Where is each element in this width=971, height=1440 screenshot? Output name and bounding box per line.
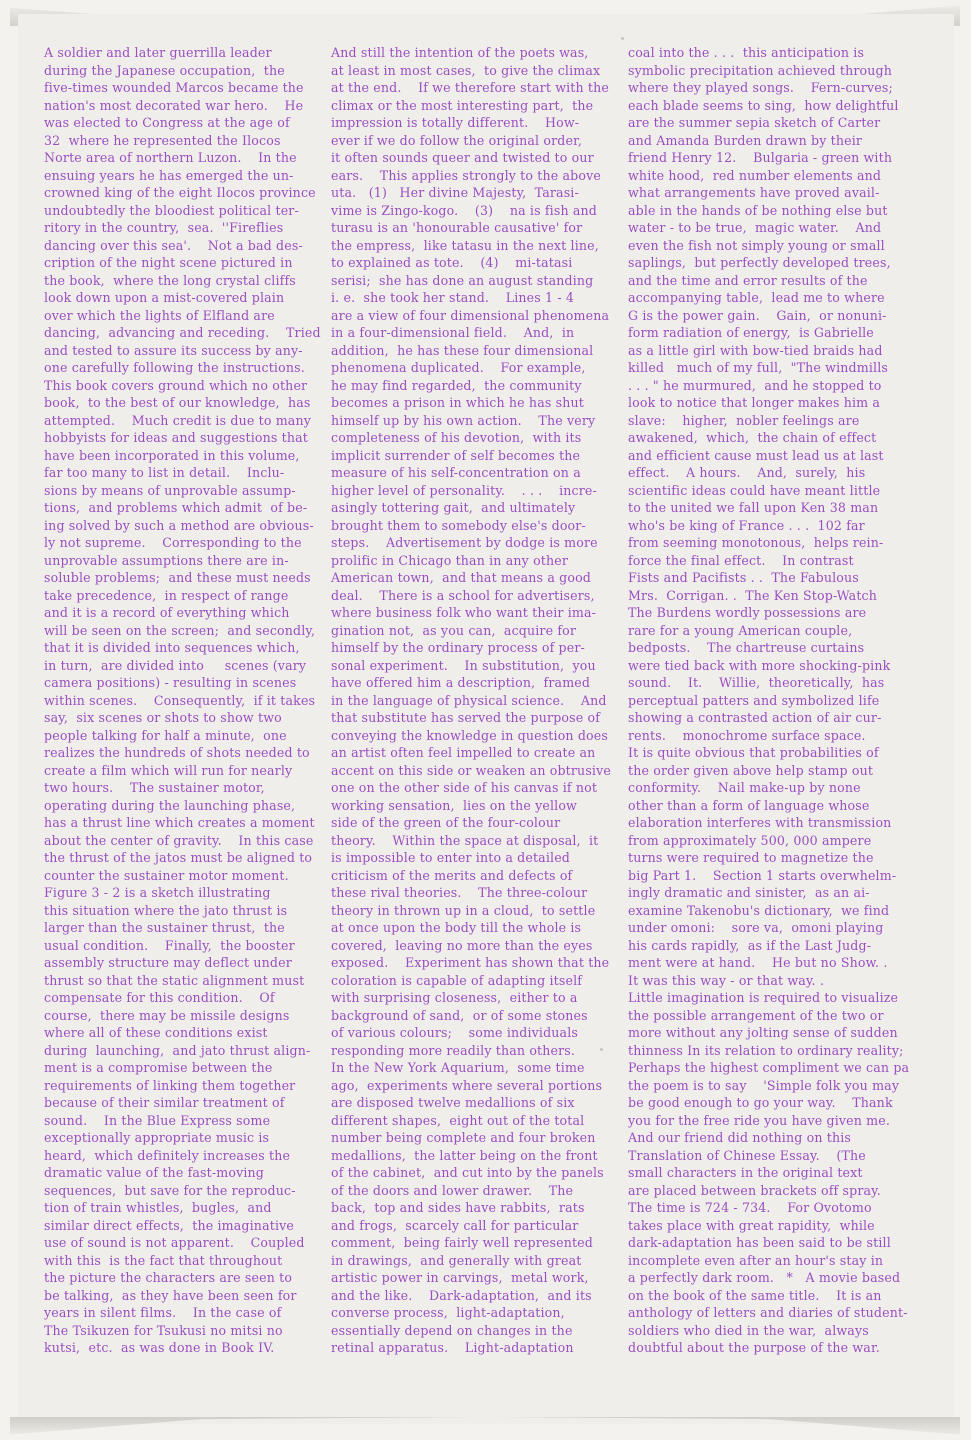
text-line: have been incorporated in this volume, <box>44 447 300 463</box>
text-line: with this is the fact that throughout <box>44 1252 283 1268</box>
text-line: where they played songs. Fern-curves; <box>628 80 893 95</box>
text-line: with surprising closeness, either to a <box>331 990 578 1005</box>
text-line: doubtful about the purpose of the war. <box>628 1340 880 1355</box>
text-line: compensate for this condition. Of <box>44 990 275 1005</box>
text-line: retinal apparatus. Light-adaptation <box>331 1340 574 1355</box>
text-line: showing a contrasted action of air cur- <box>628 710 882 725</box>
text-line: is impossible to enter into a detailed <box>331 850 571 865</box>
text-line: realizes the hundreds of shots needed to <box>44 745 310 760</box>
text-line: has a thrust line which creates a moment <box>44 815 315 830</box>
text-line: And our friend did nothing on this <box>628 1130 852 1145</box>
text-line: conveying the knowledge in question does <box>331 727 608 743</box>
text-line: he may find regarded, the community <box>331 377 582 393</box>
text-line: tions, and problems which admit of be- <box>44 500 308 515</box>
text-line: in the language of physical science. And <box>331 692 607 708</box>
text-line: converse process, light-adaptation, <box>331 1305 565 1320</box>
text-line: that it is divided into sequences which, <box>44 640 300 655</box>
text-line: measure of his self-concentration on a <box>331 465 581 480</box>
text-line: dancing over this sea'. Not a bad des- <box>44 237 303 253</box>
text-line: unprovable assumptions there are in- <box>44 552 289 568</box>
text-line: It was this way - or that way. . <box>628 972 825 988</box>
text-line: The time is 724 - 734. For Ovotomo <box>628 1200 872 1215</box>
text-line: Figure 3 - 2 is a sketch illustrating <box>44 885 271 900</box>
text-line: and it is a record of everything which <box>44 605 290 620</box>
text-line: you for the free ride you have given me. <box>628 1112 891 1128</box>
text-line: elaboration interferes with transmission <box>628 815 892 830</box>
text-line: The Burdens wordly possessions are <box>628 605 867 620</box>
text-line: course, there may be missile designs <box>44 1007 290 1023</box>
text-line: crowned king of the eight Ilocos province <box>44 185 316 200</box>
text-line: was elected to Congress at the age of <box>44 115 290 130</box>
text-line: higher level of personality. . . . incre- <box>331 482 597 498</box>
text-line: vime is Zingo-kogo. (3) na is fish and <box>331 202 597 218</box>
text-line: in drawings, and generally with great <box>331 1252 582 1268</box>
text-line: This book covers ground which no other <box>44 377 308 393</box>
text-line: phenomena duplicated. For example, <box>331 360 586 375</box>
text-line: as a little girl with bow-tied braids had <box>628 342 883 358</box>
text-line: are disposed twelve medallions of six <box>331 1095 575 1110</box>
text-line: ly not supreme. Corresponding to the <box>44 535 302 550</box>
text-line: under omoni: sore va, omoni playing <box>628 920 884 935</box>
text-line: take precedence, in respect of range <box>44 587 289 603</box>
text-line: different shapes, eight out of the total <box>331 1112 585 1128</box>
text-line: within scenes. Consequently, if it takes <box>44 692 316 708</box>
text-line: rents. monochrome surface space. <box>628 727 866 743</box>
text-line: serisi; she has done an august standing <box>331 272 594 288</box>
text-line: each blade seems to sing, how delightful <box>628 97 899 113</box>
text-line: dancing, advancing and receding. Tried <box>44 325 321 340</box>
text-line: create a film which will run for nearly <box>44 762 293 778</box>
text-line: small characters in the original text <box>628 1165 863 1180</box>
text-line: dramatic value of the fast-moving <box>44 1165 265 1180</box>
text-line: rare for a young American couple, <box>628 622 853 638</box>
text-line: back, top and sides have rabbits, rats <box>331 1200 585 1215</box>
text-line: able in the hands of be nothing else but <box>628 202 888 218</box>
text-line: conformity. Nail make-up by none <box>628 780 861 795</box>
text-line: . . . " he murmured, and he stopped to <box>628 377 882 393</box>
text-line: look to notice that longer makes him a <box>628 395 881 410</box>
text-line: G is the power gain. Gain, or nonuni- <box>628 307 887 323</box>
text-line: sound. It. Willie, theoretically, has <box>628 675 885 690</box>
text-line: hobbyists for ideas and suggestions that <box>44 430 309 445</box>
text-line: perceptual patters and symbolized life <box>628 692 880 708</box>
text-line: completeness of his devotion, with its <box>331 430 582 445</box>
text-line: counter the sustainer motor moment. <box>44 867 289 883</box>
text-line: friend Henry 12. Bulgaria - green with <box>628 150 893 165</box>
text-line: one on the other side of his canvas if not <box>331 780 598 795</box>
text-line: at the end. If we therefore start with the <box>331 80 610 95</box>
text-line: and Amanda Burden drawn by their <box>628 132 863 148</box>
text-line: assembly structure may deflect under <box>44 955 292 970</box>
text-line: this situation where the jato thrust is <box>44 902 288 918</box>
text-line: gination not, as you can, acquire for <box>331 622 577 638</box>
text-line: and the like. Dark-adaptation, and its <box>331 1287 592 1303</box>
text-line: examine Takenobu's dictionary, we find <box>628 902 890 918</box>
text-line: ing solved by such a method are obvious- <box>44 517 314 533</box>
text-line: and efficient cause must lead us at last <box>628 447 884 463</box>
text-line: say, six scenes or shots to show two <box>44 710 282 725</box>
text-line: deal. There is a school for advertisers, <box>331 587 595 603</box>
text-line: background of sand, or of some stones <box>331 1007 588 1023</box>
text-line: killed much of my full, "The windmills <box>628 360 888 375</box>
text-line: coloration is capable of adapting itself <box>331 972 583 988</box>
text-line: ment were at hand. He but no Show. . <box>628 955 888 970</box>
text-column-3 <box>628 44 948 1357</box>
text-line: ears. This applies strongly to the above <box>331 167 601 183</box>
text-line: effect. A hours. And, surely, his <box>628 465 866 480</box>
text-line: are placed between brackets off spray. <box>628 1182 881 1198</box>
text-line: what arrangements have proved avail- <box>628 185 880 200</box>
text-line: anthology of letters and diaries of student- <box>628 1305 908 1320</box>
text-line: incomplete even after an hour's stay in <box>628 1252 884 1268</box>
text-line: asingly tottering gait, and ultimately <box>331 500 576 515</box>
text-line: even the fish not simply young or small <box>628 237 885 253</box>
text-line: number being complete and four broken <box>331 1130 596 1145</box>
text-line: the possible arrangement of the two or <box>628 1007 884 1023</box>
text-line: at least in most cases, to give the climax <box>331 62 601 78</box>
text-line: artistic power in carvings, metal work, <box>331 1270 589 1285</box>
text-line: during launching, and jato thrust align- <box>44 1042 311 1058</box>
text-line: and the time and error results of the <box>628 272 868 288</box>
text-line: theory in thrown up in a cloud, to settle <box>331 902 596 918</box>
text-line: from seeming monotonous, helps rein- <box>628 535 884 550</box>
text-line: years in silent films. In the case of <box>44 1305 282 1320</box>
text-line: people talking for half a minute, one <box>44 727 287 743</box>
text-line: essentially depend on changes in the <box>331 1322 573 1338</box>
text-line: and tested to assure its success by any- <box>44 342 303 358</box>
text-line: himself by the ordinary process of per- <box>331 640 585 655</box>
text-line: be talking, as they have been seen for <box>44 1287 297 1303</box>
text-line: i. e. she took her stand. Lines 1 - 4 <box>331 290 575 305</box>
text-line: ingly dramatic and sinister, as an ai- <box>628 885 870 900</box>
text-line: working sensation, lies on the yellow <box>331 797 577 813</box>
text-line: addition, he has these four dimensional <box>331 342 594 358</box>
text-line: And still the intention of the poets was, <box>331 45 589 60</box>
text-line: look down upon a mist-covered plain <box>44 290 285 305</box>
text-line: more without any jolting sense of sudden <box>628 1025 898 1040</box>
text-line: will be seen on the screen; and secondly, <box>44 622 316 638</box>
text-line: impression is totally different. How- <box>331 115 580 130</box>
text-line: other than a form of language whose <box>628 797 870 813</box>
text-line: It is quite obvious that probabilities of <box>628 745 879 760</box>
text-line: implicit surrender of self becomes the <box>331 447 581 463</box>
text-line: his cards rapidly, as if the Last Judg- <box>628 937 872 953</box>
text-line: becomes a prison in which he has shut <box>331 395 584 410</box>
text-line: nation's most decorated war hero. He <box>44 97 304 113</box>
text-line: ever if we do follow the original order, <box>331 132 583 148</box>
text-line: sions by means of unprovable assump- <box>44 482 296 498</box>
text-line: ensuing years he has emerged the un- <box>44 167 294 183</box>
text-line: sequences, but save for the reproduc- <box>44 1182 296 1198</box>
text-line: undoubtedly the bloodiest political ter- <box>44 202 299 218</box>
text-line: ritory in the country, sea. ''Fireflies <box>44 220 284 235</box>
text-line: 32 where he represented the Ilocos <box>44 132 281 148</box>
text-line: two hours. The sustainer motor, <box>44 780 265 795</box>
text-column-2 <box>331 44 631 1357</box>
text-line: thinness In its relation to ordinary reality; <box>628 1042 904 1058</box>
text-line: the poem is to say 'Simple folk you may <box>628 1077 900 1093</box>
text-line: uta. (1) Her divine Majesty, Tarasi- <box>331 185 579 200</box>
text-column-1 <box>44 44 334 1357</box>
text-line: force the final effect. In contrast <box>628 552 854 568</box>
text-line: turasu is an 'honourable causative' for <box>331 220 583 235</box>
text-line: big Part 1. Section 1 starts overwhelm- <box>628 867 897 883</box>
text-line: sound. In the Blue Express some <box>44 1112 271 1128</box>
text-line: in turn, are divided into scenes (vary <box>44 657 307 673</box>
text-line: exceptionally appropriate music is <box>44 1130 270 1145</box>
text-line: side of the green of the four-colour <box>331 815 561 830</box>
text-line: attempted. Much credit is due to many <box>44 412 311 428</box>
text-line: over which the lights of Elfland are <box>44 307 275 323</box>
text-line: takes place with great rapidity, while <box>628 1217 875 1233</box>
text-line: a perfectly dark room. * A movie based <box>628 1270 901 1285</box>
text-line: sonal experiment. In substitution, you <box>331 657 596 673</box>
text-line: at once upon the body till the whole is <box>331 920 582 935</box>
text-line: it often sounds queer and twisted to our <box>331 150 594 165</box>
text-line: usual condition. Finally, the booster <box>44 937 295 953</box>
text-line: the empress, like tatasu in the next line, <box>331 237 599 253</box>
text-line: prolific in Chicago than in any other <box>331 552 569 568</box>
text-line: where business folk who want their ima- <box>331 605 597 620</box>
text-line: similar direct effects, the imaginative <box>44 1217 294 1233</box>
text-line: requirements of linking them together <box>44 1077 296 1093</box>
text-line: on the book of the same title. It is an <box>628 1287 882 1303</box>
text-line: are a view of four dimensional phenomena <box>331 307 610 323</box>
text-line: have offered him a description, framed <box>331 675 591 690</box>
text-line: covered, leaving no more than the eyes <box>331 937 593 953</box>
text-line: soldiers who died in the war, always <box>628 1322 869 1338</box>
text-line: book, to the best of our knowledge, has <box>44 395 311 410</box>
text-line: criticism of the merits and defects of <box>331 867 573 883</box>
text-line: The Tsikuzen for Tsukusi no mitsi no <box>44 1322 283 1338</box>
text-line: soluble problems; and these must needs <box>44 570 311 585</box>
text-line: dark-adaptation has been said to be still <box>628 1235 891 1250</box>
text-line: bedposts. The chartreuse curtains <box>628 640 865 655</box>
text-line: turns were required to magnetize the <box>628 850 874 865</box>
text-line: because of their similar treatment of <box>44 1095 285 1110</box>
text-line: climax or the most interesting part, the <box>331 97 594 113</box>
text-line: of the doors and lower drawer. The <box>331 1182 574 1198</box>
text-line: of various colours; some individuals <box>331 1025 579 1040</box>
text-line: during the Japanese occupation, the <box>44 62 285 78</box>
text-line: symbolic precipitation achieved through <box>628 62 893 78</box>
text-line: five-times wounded Marcos became the <box>44 80 304 95</box>
text-line: In the New York Aquarium, some time <box>331 1060 585 1075</box>
text-line: thrust so that the static alignment must <box>44 972 305 988</box>
text-line: tion of train whistles, bugles, and <box>44 1200 272 1215</box>
text-line: saplings, but perfectly developed trees, <box>628 255 891 270</box>
paper-speck <box>621 37 624 40</box>
text-line: steps. Advertisement by dodge is more <box>331 535 598 550</box>
text-line: the order given above help stamp out <box>628 762 874 778</box>
text-line: brought them to somebody else's door- <box>331 517 586 533</box>
text-line: slave: higher, nobler feelings are <box>628 412 860 428</box>
text-line: Norte area of northern Luzon. In the <box>44 150 297 165</box>
text-line: that substitute has served the purpose of <box>331 710 601 725</box>
text-line: from approximately 500, 000 ampere <box>628 832 872 848</box>
text-line: medallions, the latter being on the front <box>331 1147 598 1163</box>
text-line: to explained as tote. (4) mi-tatasi <box>331 255 573 270</box>
text-line: who's be king of France . . . 102 far <box>628 517 865 533</box>
text-line: himself up by his own action. The very <box>331 412 596 428</box>
text-line: accompanying table, lead me to where <box>628 290 885 305</box>
text-line: cription of the night scene pictured in <box>44 255 293 270</box>
text-line: the picture the characters are seen to <box>44 1270 293 1285</box>
text-line: in a four-dimensional field. And, in <box>331 325 575 340</box>
text-line: scientific ideas could have meant little <box>628 482 881 498</box>
text-line: the book, where the long crystal cliffs <box>44 272 296 288</box>
text-line: exposed. Experiment has shown that the <box>331 955 610 970</box>
text-line: white hood, red number elements and <box>628 167 882 183</box>
text-line: were tied back with more shocking-pink <box>628 657 891 673</box>
text-line: Perhaps the highest compliment we can pa <box>628 1060 910 1075</box>
text-line: one carefully following the instructions. <box>44 360 305 375</box>
text-line: an artist often feel impelled to create an <box>331 745 596 760</box>
text-line: are the summer sepia sketch of Carter <box>628 115 881 130</box>
text-line: Fists and Pacifists . . The Fabulous <box>628 570 859 585</box>
text-line: coal into the . . . this anticipation is <box>628 45 865 60</box>
text-line: to the united we fall upon Ken 38 man <box>628 500 879 515</box>
text-line: Translation of Chinese Essay. (The <box>628 1147 866 1163</box>
text-line: of the cabinet, and cut into by the panels <box>331 1165 604 1180</box>
text-line: A soldier and later guerrilla leader <box>44 45 272 60</box>
text-line: about the center of gravity. In this case <box>44 832 314 848</box>
text-line: water - to be true, magic water. And <box>628 220 882 235</box>
text-line: theory. Within the space at disposal, it <box>331 832 599 848</box>
text-line: Mrs. Corrigan. . The Ken Stop-Watch <box>628 587 878 603</box>
text-line: the thrust of the jatos must be aligned to <box>44 850 313 865</box>
text-line: American town, and that means a good <box>331 570 592 585</box>
text-line: where all of these conditions exist <box>44 1025 268 1040</box>
text-line: accent on this side or weaken an obtrusive <box>331 762 611 778</box>
text-line: ago, experiments where several portions <box>331 1077 603 1093</box>
text-line: comment, being fairly well represented <box>331 1235 593 1250</box>
text-line: larger than the sustainer thrust, the <box>44 920 285 935</box>
text-line: use of sound is not apparent. Coupled <box>44 1235 305 1250</box>
text-line: heard, which definitely increases the <box>44 1147 291 1163</box>
text-line: be good enough to go your way. Thank <box>628 1095 893 1110</box>
text-line: kutsi, etc. as was done in Book IV. <box>44 1340 275 1355</box>
text-line: operating during the launching phase, <box>44 797 296 813</box>
text-line: responding more readily than others. <box>331 1042 576 1058</box>
text-line: and frogs, scarcely call for particular <box>331 1217 579 1233</box>
text-line: ment is a compromise between the <box>44 1060 273 1075</box>
text-line: Little imagination is required to visualize <box>628 990 899 1005</box>
text-line: awakened, which, the chain of effect <box>628 430 877 445</box>
text-line: camera positions) - resulting in scenes <box>44 675 297 690</box>
text-line: these rival theories. The three-colour <box>331 885 588 900</box>
text-line: far too many to list in detail. Inclu- <box>44 465 285 480</box>
text-line: form radiation of energy, is Gabrielle <box>628 325 874 340</box>
